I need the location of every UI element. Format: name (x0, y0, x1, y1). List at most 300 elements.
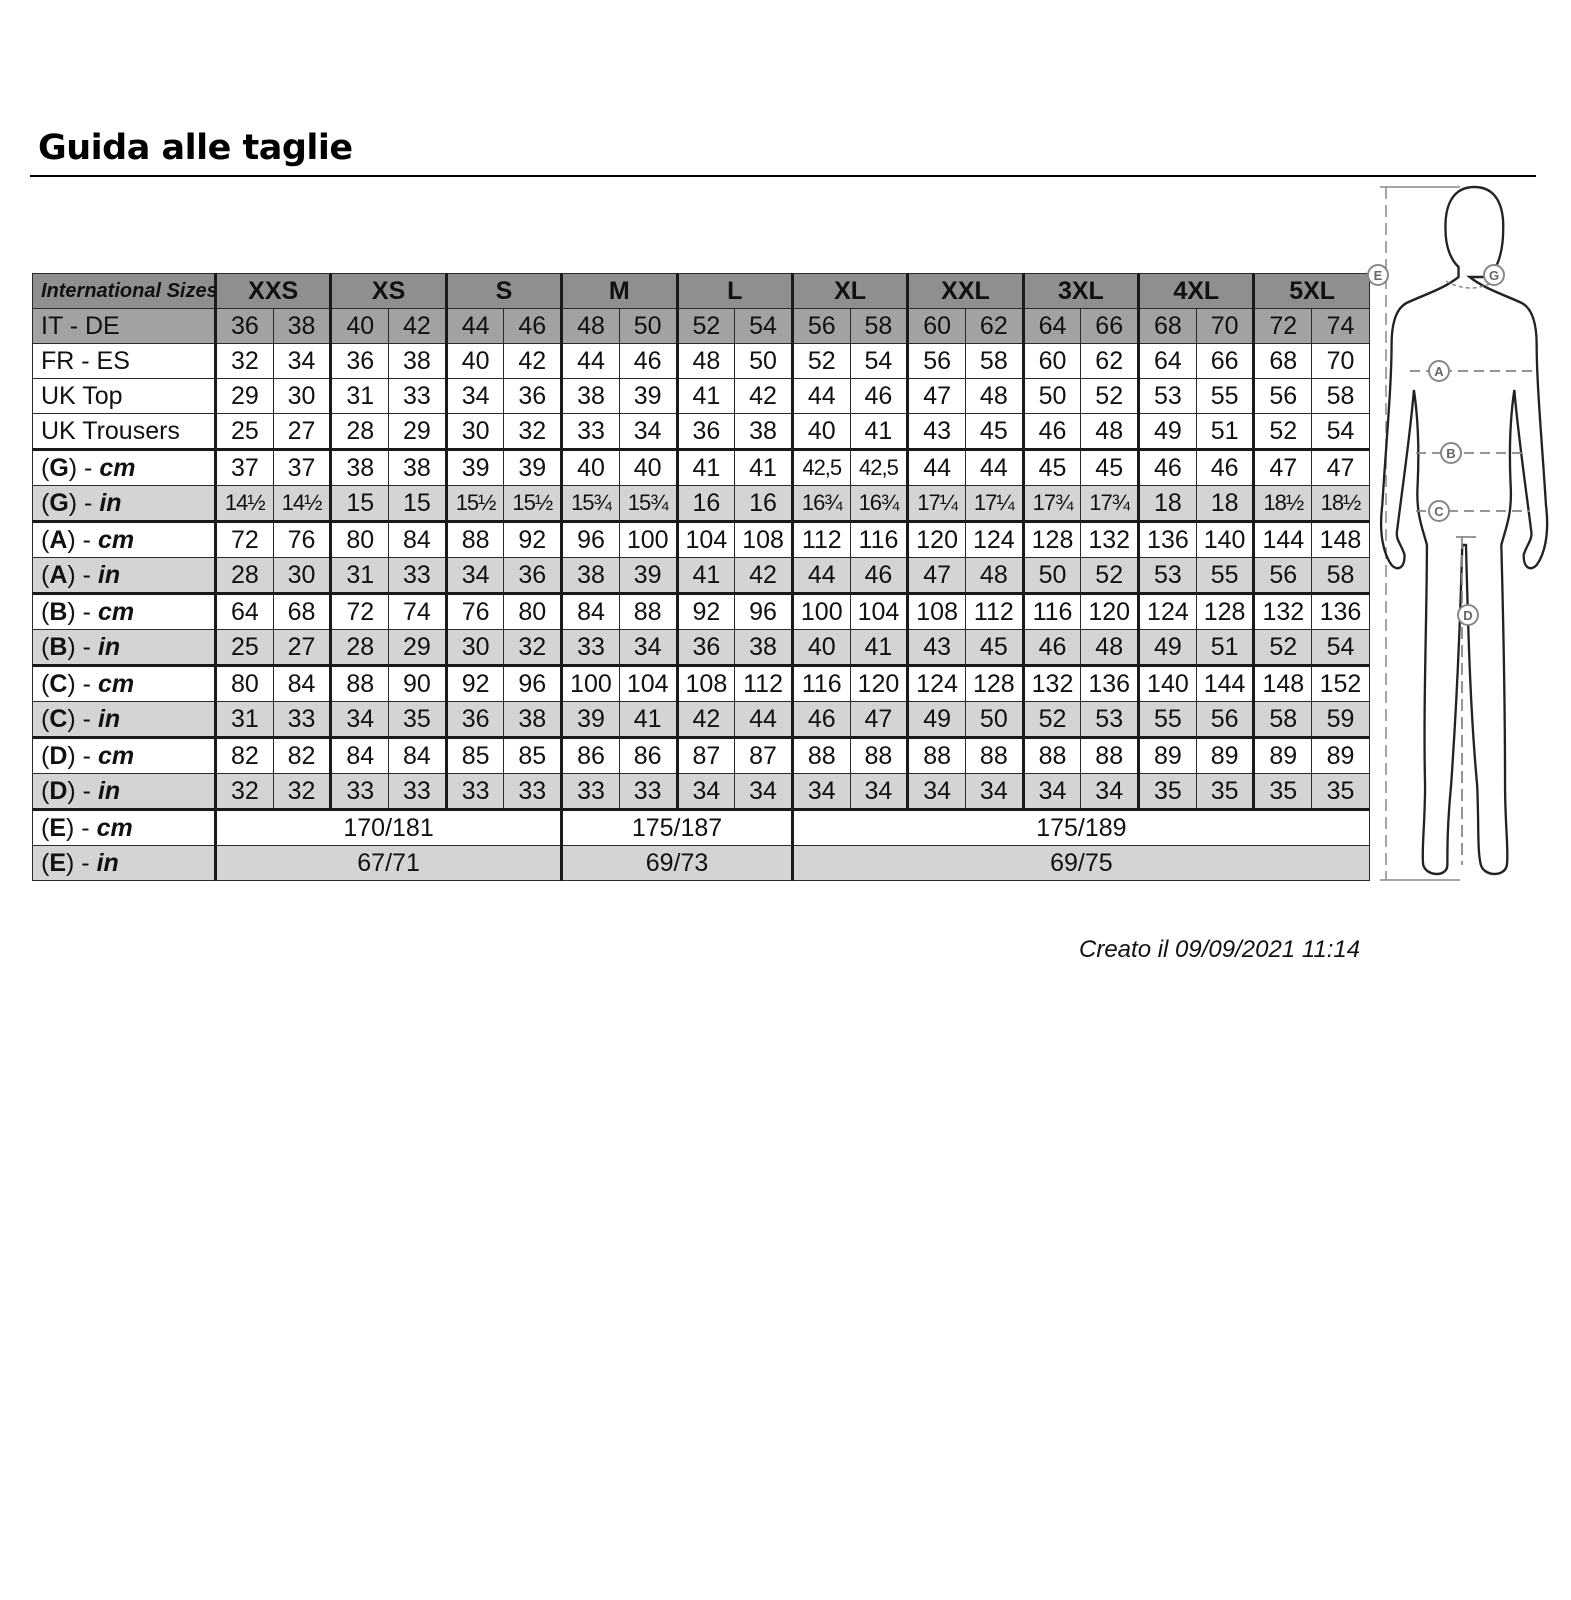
row-label: UK Top (33, 379, 216, 414)
table-cell: 31 (331, 558, 389, 594)
table-cell: 42 (677, 702, 735, 738)
table-cell: 40 (446, 344, 504, 379)
table-cell: 136 (1139, 522, 1197, 558)
table-cell: 100 (619, 522, 677, 558)
table-cell: 15 (331, 486, 389, 522)
table-cell: 132 (1081, 522, 1139, 558)
size-header: S (446, 274, 561, 309)
table-cell: 66 (1196, 344, 1254, 379)
table-cell: 64 (1023, 309, 1081, 344)
table-cell: 18½ (1254, 486, 1312, 522)
table-cell: 40 (562, 450, 620, 486)
table-cell: 30 (446, 414, 504, 450)
table-cell: 47 (908, 379, 966, 414)
table-cell: 120 (1081, 594, 1139, 630)
table-cell: 76 (446, 594, 504, 630)
table-cell: 39 (504, 450, 562, 486)
table-cell: 62 (1081, 344, 1139, 379)
marker-c (1429, 501, 1449, 521)
table-cell: 128 (965, 666, 1023, 702)
table-cell: 17¾ (1023, 486, 1081, 522)
table-cell: 89 (1196, 738, 1254, 774)
table-cell: 37 (273, 450, 331, 486)
table-cell: 40 (792, 630, 850, 666)
table-cell: 89 (1312, 738, 1370, 774)
table-cell: 49 (908, 702, 966, 738)
table-cell: 33 (273, 702, 331, 738)
table-row (33, 702, 1370, 738)
measure-letter: B (49, 597, 68, 626)
created-timestamp: Creato il 09/09/2021 11:14 (1079, 936, 1361, 963)
table-cell: 40 (331, 309, 389, 344)
table-cell: 55 (1196, 558, 1254, 594)
table-cell: 46 (850, 379, 908, 414)
measure-unit: in (97, 776, 121, 805)
table-cell: 148 (1312, 522, 1370, 558)
table-cell: 16¾ (792, 486, 850, 522)
row-label: FR - ES (33, 344, 216, 379)
svg-text:B: B (1446, 446, 1456, 461)
table-cell: 116 (1023, 594, 1081, 630)
table-cell: 41 (735, 450, 793, 486)
table-cell: 36 (504, 558, 562, 594)
table-cell: 136 (1312, 594, 1370, 630)
table-cell: 53 (1081, 702, 1139, 738)
table-cell: 132 (1023, 666, 1081, 702)
table-cell: 15 (389, 486, 447, 522)
table-cell: 48 (965, 379, 1023, 414)
row-label: (E) - in (33, 846, 216, 881)
table-cell: 28 (216, 558, 274, 594)
table-row (33, 810, 1370, 846)
row-label: UK Trousers (33, 414, 216, 450)
title-divider (30, 175, 1536, 177)
table-cell: 42,5 (792, 450, 850, 486)
table-cell: 108 (677, 666, 735, 702)
table-cell: 70 (1312, 344, 1370, 379)
table-cell: 40 (619, 450, 677, 486)
table-cell: 44 (792, 558, 850, 594)
table-cell: 37 (216, 450, 274, 486)
table-cell: 28 (331, 414, 389, 450)
marker-d (1458, 605, 1478, 625)
table-cell: 49 (1139, 630, 1197, 666)
size-header: XL (792, 274, 907, 309)
table-cell: 14½ (273, 486, 331, 522)
table-cell: 136 (1081, 666, 1139, 702)
table-cell: 33 (619, 774, 677, 810)
table-cell: 42 (735, 558, 793, 594)
table-cell: 42 (735, 379, 793, 414)
table-cell: 30 (273, 379, 331, 414)
table-cell: 80 (504, 594, 562, 630)
row-label: (D) - cm (33, 738, 216, 774)
table-cell: 124 (908, 666, 966, 702)
row-label: (C) - in (33, 702, 216, 738)
size-header: L (677, 274, 792, 309)
table-cell: 25 (216, 414, 274, 450)
table-cell: 34 (735, 774, 793, 810)
table-cell: 140 (1196, 522, 1254, 558)
row-label: (B) - cm (33, 594, 216, 630)
table-cell: 132 (1254, 594, 1312, 630)
table-cell: 88 (965, 738, 1023, 774)
size-header: 4XL (1139, 274, 1254, 309)
table-cell: 45 (1081, 450, 1139, 486)
table-cell: 35 (1254, 774, 1312, 810)
marker-e (1368, 265, 1388, 285)
measure-letter: G (49, 488, 69, 517)
table-cell: 148 (1254, 666, 1312, 702)
table-cell: 46 (504, 309, 562, 344)
svg-text:D: D (1463, 608, 1473, 623)
table-cell: 44 (562, 344, 620, 379)
table-cell: 58 (1254, 702, 1312, 738)
table-row (33, 344, 1370, 379)
table-cell: 46 (850, 558, 908, 594)
table-cell: 56 (908, 344, 966, 379)
size-chart-table (32, 273, 1370, 881)
row-label: (D) - in (33, 774, 216, 810)
table-cell: 42 (389, 309, 447, 344)
table-cell: 84 (389, 738, 447, 774)
table-row (33, 558, 1370, 594)
measure-letter: G (49, 453, 69, 482)
table-cell: 44 (792, 379, 850, 414)
table-cell: 39 (446, 450, 504, 486)
table-cell: 58 (850, 309, 908, 344)
table-cell: 51 (1196, 630, 1254, 666)
marker-g (1484, 265, 1504, 285)
marker-b (1441, 443, 1461, 463)
table-cell: 86 (562, 738, 620, 774)
table-cell: 49 (1139, 414, 1197, 450)
table-cell: 72 (216, 522, 274, 558)
measure-letter: A (49, 560, 68, 589)
table-cell-span: 67/71 (216, 846, 562, 881)
table-cell: 31 (331, 379, 389, 414)
table-cell: 90 (389, 666, 447, 702)
body-silhouette (1381, 187, 1547, 874)
table-cell: 47 (1254, 450, 1312, 486)
table-cell: 56 (1196, 702, 1254, 738)
table-cell-span: 69/75 (792, 846, 1369, 881)
table-cell: 70 (1196, 309, 1254, 344)
table-cell: 34 (850, 774, 908, 810)
size-header: 3XL (1023, 274, 1138, 309)
measure-unit: cm (99, 453, 136, 482)
measure-letter: C (49, 704, 68, 733)
table-cell: 15¾ (619, 486, 677, 522)
table-row (33, 486, 1370, 522)
table-cell: 15½ (446, 486, 504, 522)
table-cell: 28 (331, 630, 389, 666)
table-cell: 38 (562, 379, 620, 414)
table-row (33, 309, 1370, 344)
measure-letter: C (49, 669, 68, 698)
table-cell-span: 69/73 (562, 846, 793, 881)
table-cell: 48 (562, 309, 620, 344)
row-label: IT - DE (33, 309, 216, 344)
table-cell: 34 (965, 774, 1023, 810)
table-cell: 80 (331, 522, 389, 558)
table-row (33, 774, 1370, 810)
measure-unit: in (96, 848, 119, 877)
table-cell: 18½ (1312, 486, 1370, 522)
table-cell: 33 (389, 379, 447, 414)
table-cell: 92 (504, 522, 562, 558)
table-cell: 50 (965, 702, 1023, 738)
measure-unit: in (99, 488, 122, 517)
table-cell: 34 (1023, 774, 1081, 810)
table-cell: 104 (850, 594, 908, 630)
table-cell: 45 (965, 630, 1023, 666)
table-cell: 38 (735, 414, 793, 450)
table-cell-span: 170/181 (216, 810, 562, 846)
table-cell: 46 (792, 702, 850, 738)
table-cell: 38 (389, 344, 447, 379)
page-title: Guida alle taglie (38, 128, 353, 168)
table-cell: 15½ (504, 486, 562, 522)
measure-letter: E (49, 848, 67, 877)
table-cell: 60 (908, 309, 966, 344)
table-cell-span: 175/189 (792, 810, 1369, 846)
table-cell: 120 (850, 666, 908, 702)
table-cell: 36 (216, 309, 274, 344)
table-cell: 34 (446, 558, 504, 594)
table-cell: 54 (1312, 414, 1370, 450)
table-cell: 32 (216, 774, 274, 810)
table-cell: 116 (792, 666, 850, 702)
table-cell: 88 (446, 522, 504, 558)
table-cell: 40 (792, 414, 850, 450)
table-cell: 35 (1139, 774, 1197, 810)
measure-unit: in (97, 704, 121, 733)
table-cell: 52 (1081, 558, 1139, 594)
table-cell: 34 (1081, 774, 1139, 810)
table-cell: 54 (850, 344, 908, 379)
table-cell: 88 (850, 738, 908, 774)
table-cell: 47 (908, 558, 966, 594)
table-cell: 32 (273, 774, 331, 810)
table-cell: 52 (792, 344, 850, 379)
table-cell: 88 (619, 594, 677, 630)
table-cell: 92 (446, 666, 504, 702)
table-cell: 96 (562, 522, 620, 558)
table-cell: 33 (562, 774, 620, 810)
table-cell: 53 (1139, 379, 1197, 414)
table-row (33, 846, 1370, 881)
body-measurement-figure (1373, 185, 1571, 885)
marker-a (1429, 361, 1449, 381)
table-cell: 17¼ (965, 486, 1023, 522)
table-cell: 62 (965, 309, 1023, 344)
measure-letter: E (49, 813, 67, 842)
table-cell: 29 (389, 414, 447, 450)
table-cell: 34 (619, 630, 677, 666)
table-cell: 34 (446, 379, 504, 414)
table-cell: 38 (562, 558, 620, 594)
table-cell: 34 (677, 774, 735, 810)
table-cell: 144 (1254, 522, 1312, 558)
table-cell: 46 (1023, 414, 1081, 450)
table-cell: 112 (735, 666, 793, 702)
table-cell: 74 (389, 594, 447, 630)
table-cell: 18 (1196, 486, 1254, 522)
table-cell: 42 (504, 344, 562, 379)
table-cell: 128 (1196, 594, 1254, 630)
table-cell: 74 (1312, 309, 1370, 344)
size-header: XS (331, 274, 446, 309)
table-cell: 52 (1023, 702, 1081, 738)
measure-letter: D (49, 741, 68, 770)
table-cell: 66 (1081, 309, 1139, 344)
measure-unit: in (97, 632, 121, 661)
table-cell: 38 (389, 450, 447, 486)
table-cell: 72 (331, 594, 389, 630)
table-cell: 56 (1254, 558, 1312, 594)
table-cell: 88 (331, 666, 389, 702)
table-cell: 32 (504, 414, 562, 450)
table-cell: 46 (1023, 630, 1081, 666)
table-cell: 108 (735, 522, 793, 558)
measure-letter: D (49, 776, 68, 805)
table-cell: 50 (619, 309, 677, 344)
row-label: (B) - in (33, 630, 216, 666)
table-row (33, 594, 1370, 630)
table-cell: 55 (1196, 379, 1254, 414)
table-row (33, 630, 1370, 666)
table-cell: 16¾ (850, 486, 908, 522)
table-cell: 64 (1139, 344, 1197, 379)
table-cell: 72 (1254, 309, 1312, 344)
table-cell: 54 (1312, 630, 1370, 666)
svg-text:G: G (1488, 268, 1500, 283)
table-cell: 84 (389, 522, 447, 558)
table-cell: 120 (908, 522, 966, 558)
table-cell: 124 (1139, 594, 1197, 630)
measure-unit: cm (97, 525, 135, 554)
table-cell: 17¼ (908, 486, 966, 522)
table-cell: 82 (216, 738, 274, 774)
table-cell: 44 (446, 309, 504, 344)
table-cell: 48 (1081, 414, 1139, 450)
row-label: (A) - cm (33, 522, 216, 558)
table-cell: 92 (677, 594, 735, 630)
size-header: XXL (908, 274, 1023, 309)
table-cell: 144 (1196, 666, 1254, 702)
measure-unit: cm (97, 597, 135, 626)
table-cell: 54 (735, 309, 793, 344)
table-cell: 68 (1254, 344, 1312, 379)
row-label: (A) - in (33, 558, 216, 594)
table-cell: 36 (677, 630, 735, 666)
table-cell: 46 (619, 344, 677, 379)
table-cell: 87 (735, 738, 793, 774)
table-cell: 104 (619, 666, 677, 702)
table-cell: 44 (735, 702, 793, 738)
size-header-row (33, 274, 1370, 309)
table-cell: 25 (216, 630, 274, 666)
table-cell: 36 (446, 702, 504, 738)
table-cell: 58 (1312, 558, 1370, 594)
table-cell: 33 (331, 774, 389, 810)
table-cell: 17¾ (1081, 486, 1139, 522)
table-cell: 32 (504, 630, 562, 666)
table-cell: 41 (677, 379, 735, 414)
table-cell: 50 (1023, 558, 1081, 594)
table-cell: 104 (677, 522, 735, 558)
table-cell: 88 (908, 738, 966, 774)
row-label: (C) - cm (33, 666, 216, 702)
table-cell: 86 (619, 738, 677, 774)
table-cell: 43 (908, 414, 966, 450)
table-cell: 42,5 (850, 450, 908, 486)
size-header: XXS (216, 274, 331, 309)
table-cell: 50 (735, 344, 793, 379)
table-cell: 27 (273, 630, 331, 666)
international-sizes-header: International Sizes (33, 274, 216, 309)
table-cell: 44 (908, 450, 966, 486)
size-header: 5XL (1254, 274, 1369, 309)
table-cell: 52 (1254, 414, 1312, 450)
table-cell: 80 (216, 666, 274, 702)
table-cell: 64 (216, 594, 274, 630)
table-cell: 45 (1023, 450, 1081, 486)
table-cell: 56 (792, 309, 850, 344)
table-row (33, 666, 1370, 702)
table-cell: 45 (965, 414, 1023, 450)
table-cell: 46 (1139, 450, 1197, 486)
table-cell: 85 (504, 738, 562, 774)
table-cell: 89 (1139, 738, 1197, 774)
table-cell: 16 (735, 486, 793, 522)
table-cell: 36 (677, 414, 735, 450)
table-cell: 34 (908, 774, 966, 810)
table-cell: 29 (216, 379, 274, 414)
table-cell: 41 (619, 702, 677, 738)
table-cell: 84 (331, 738, 389, 774)
measure-unit: in (97, 560, 121, 589)
table-cell: 38 (735, 630, 793, 666)
table-cell: 30 (273, 558, 331, 594)
table-cell: 36 (504, 379, 562, 414)
table-cell: 16 (677, 486, 735, 522)
table-row (33, 738, 1370, 774)
measure-letter: B (49, 632, 68, 661)
row-label: (E) - cm (33, 810, 216, 846)
table-cell: 35 (389, 702, 447, 738)
table-cell: 31 (216, 702, 274, 738)
table-cell-span: 175/187 (562, 810, 793, 846)
table-cell: 84 (562, 594, 620, 630)
table-cell: 58 (965, 344, 1023, 379)
table-cell: 33 (562, 630, 620, 666)
table-cell: 48 (677, 344, 735, 379)
table-cell: 108 (908, 594, 966, 630)
table-cell: 39 (562, 702, 620, 738)
table-cell: 33 (389, 774, 447, 810)
table-cell: 100 (562, 666, 620, 702)
table-cell: 33 (446, 774, 504, 810)
table-cell: 34 (792, 774, 850, 810)
table-cell: 41 (850, 630, 908, 666)
table-cell: 85 (446, 738, 504, 774)
table-cell: 52 (677, 309, 735, 344)
table-cell: 84 (273, 666, 331, 702)
measure-unit: cm (97, 669, 135, 698)
table-cell: 87 (677, 738, 735, 774)
